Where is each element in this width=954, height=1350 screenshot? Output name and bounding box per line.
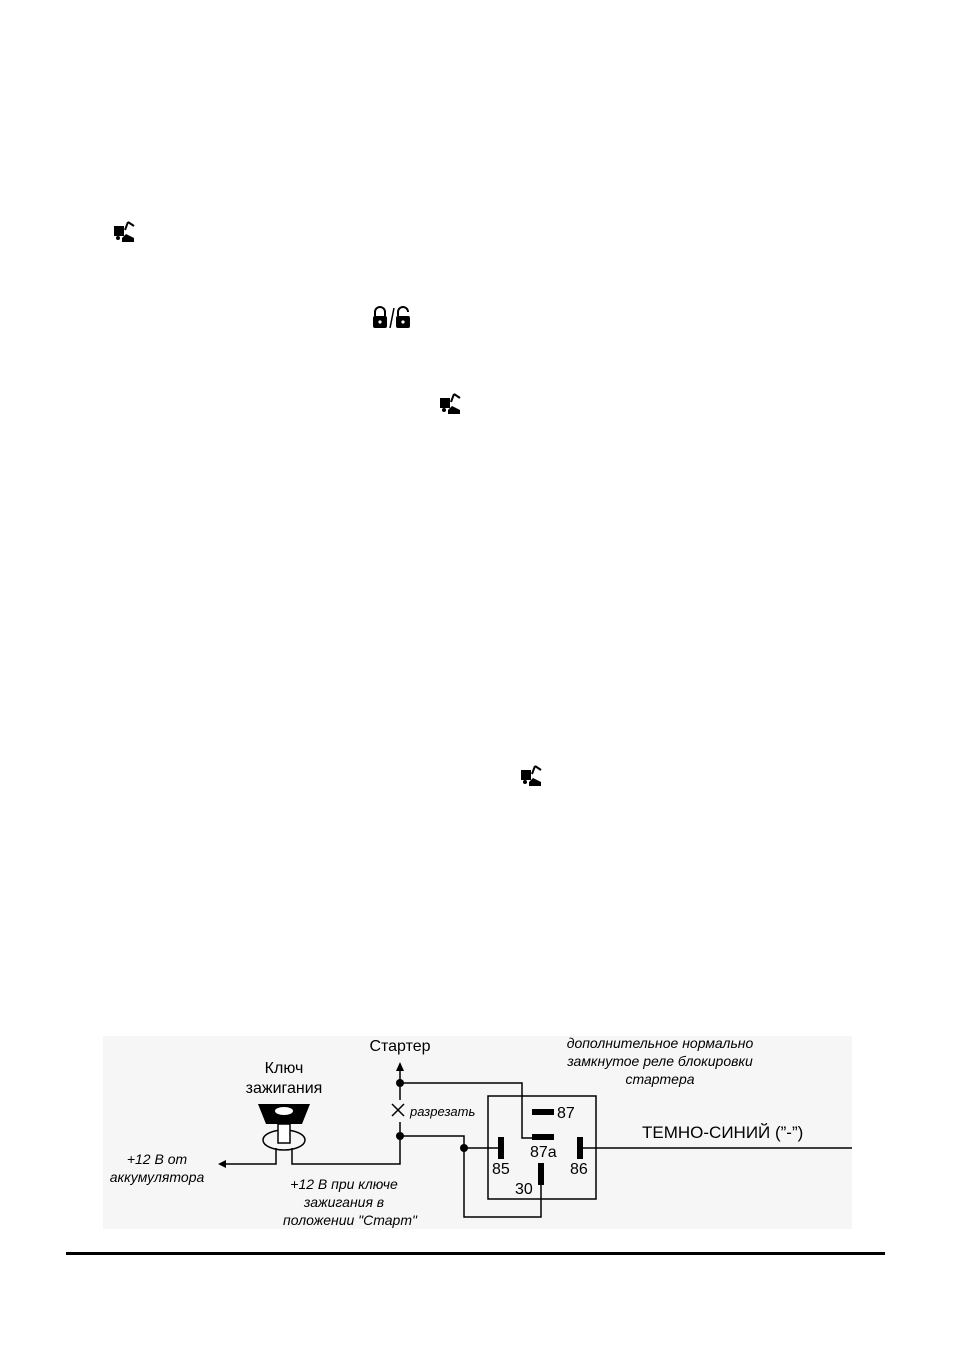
key-label-line2: зажигания xyxy=(245,1080,323,1097)
relay-pin-30 xyxy=(538,1163,544,1185)
relay-pin-87 xyxy=(532,1109,554,1115)
pin-label-30: 30 xyxy=(515,1181,533,1198)
ignition-label-line1: +12 В при ключе xyxy=(290,1176,398,1192)
relay-pin-85 xyxy=(498,1137,504,1159)
wire-color-label: ТЕМНО-СИНИЙ (”-”) xyxy=(642,1123,804,1142)
pin-label-87a: 87a xyxy=(530,1144,557,1161)
cut-label: разрезать xyxy=(410,1104,476,1119)
battery-label-line2: аккумулятора xyxy=(109,1169,205,1185)
pin-label-86: 86 xyxy=(570,1161,588,1178)
key-label-line1: Ключ xyxy=(264,1060,304,1077)
starter-label: Стартер xyxy=(369,1038,431,1055)
pin-label-87: 87 xyxy=(557,1105,575,1122)
relay-note-line1: дополнительное нормально xyxy=(566,1035,754,1051)
relay-pin-86 xyxy=(577,1137,583,1159)
relay-note-line2: замкнутое реле блокировки xyxy=(567,1053,753,1069)
pin-label-85: 85 xyxy=(492,1161,510,1178)
page-bottom-rule xyxy=(66,1252,885,1255)
battery-label-line1: +12 В от xyxy=(126,1151,188,1167)
ignition-label-line2: зажигания в xyxy=(303,1194,385,1210)
ignition-label-line3: положении "Старт" xyxy=(283,1212,417,1228)
relay-note-line3: стартера xyxy=(625,1071,695,1087)
relay-pin-87a xyxy=(532,1134,554,1140)
